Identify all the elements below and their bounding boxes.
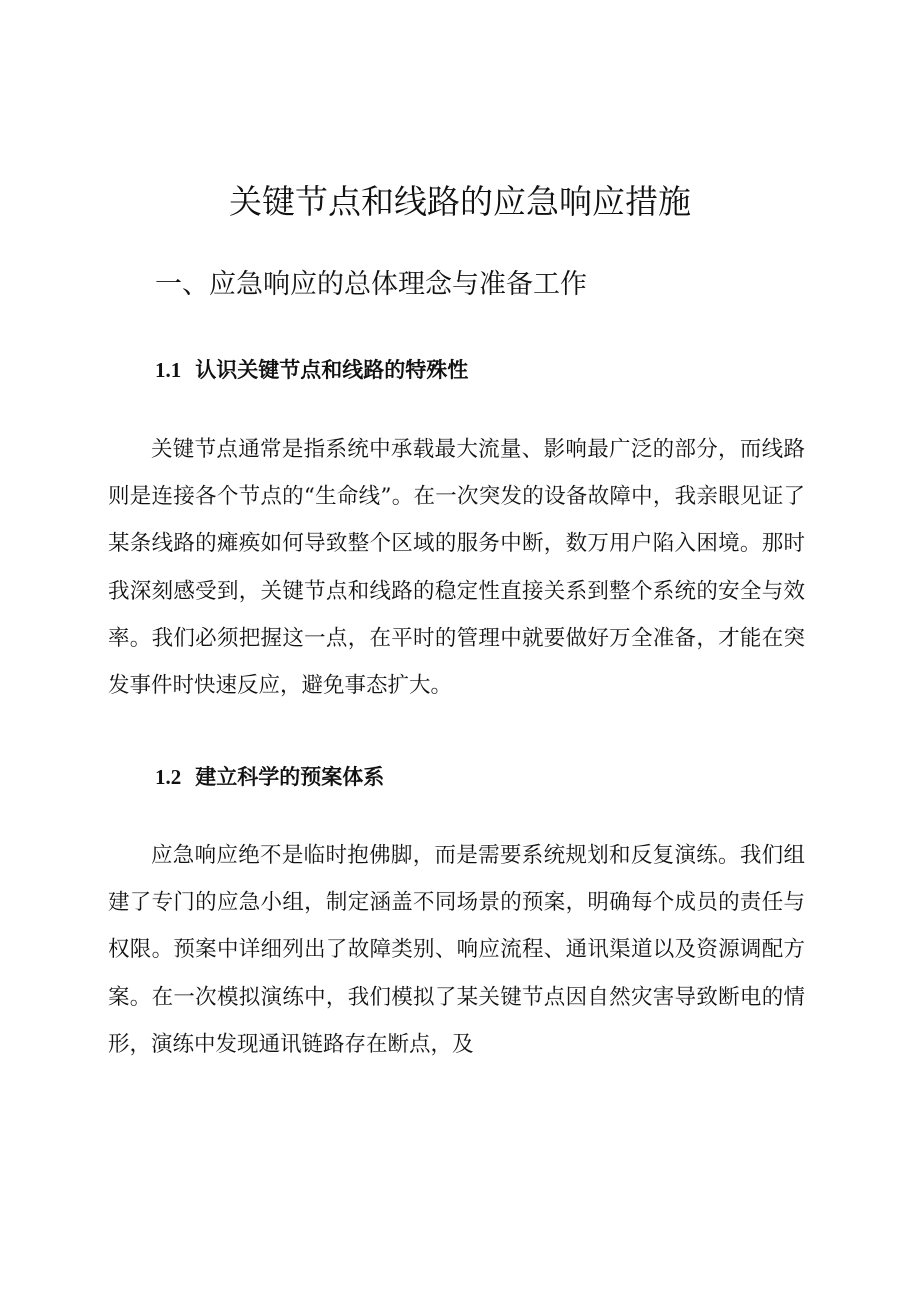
document-title: 关键节点和线路的应急响应措施 [229, 182, 691, 221]
section-heading: 一、应急响应的总体理念与准备工作 [155, 269, 587, 300]
subsection-number: 1.2 [155, 765, 182, 789]
subsection-title: 认识关键节点和线路的特殊性 [195, 358, 469, 382]
body-paragraph-1-2: 应急响应绝不是临时抱佛脚，而是需要系统规划和反复演练。我们组建了专门的应急小组，制定涵盖不同场景的预案，明确每个成员的责任与权限。预案中详细列出了故障类别、响应流程、通讯渠道以及资源调配方案。在一次模拟演练中，我们模拟了某关键节点因自然灾害导致断电的情形，演练中发现通讯链路存在断点，及 [108, 843, 805, 1057]
subsection-heading-1-2 [155, 760, 855, 794]
subsection-number: 1.1 [155, 358, 182, 382]
body-paragraph-1-1: 关键节点通常是指系统中承载最大流量、影响最广泛的部分，而线路则是连接各个节点的“生命线”。在一次突发的设备故障中，我亲眼见证了某条线路的瘫痪如何导致整个区域的服务中断，数万用户陷入困境。那时我深刻感受到，关键节点和线路的稳定性直接关系到整个系统的安全与效率。我们必须把握这一点，在平时的管理中就要做好万全准备，才能在突发事件时快速反应，避免事态扩大。 [108, 437, 805, 699]
subsection-heading-1-1 [155, 353, 855, 387]
subsection-title: 建立科学的预案体系 [195, 765, 385, 789]
